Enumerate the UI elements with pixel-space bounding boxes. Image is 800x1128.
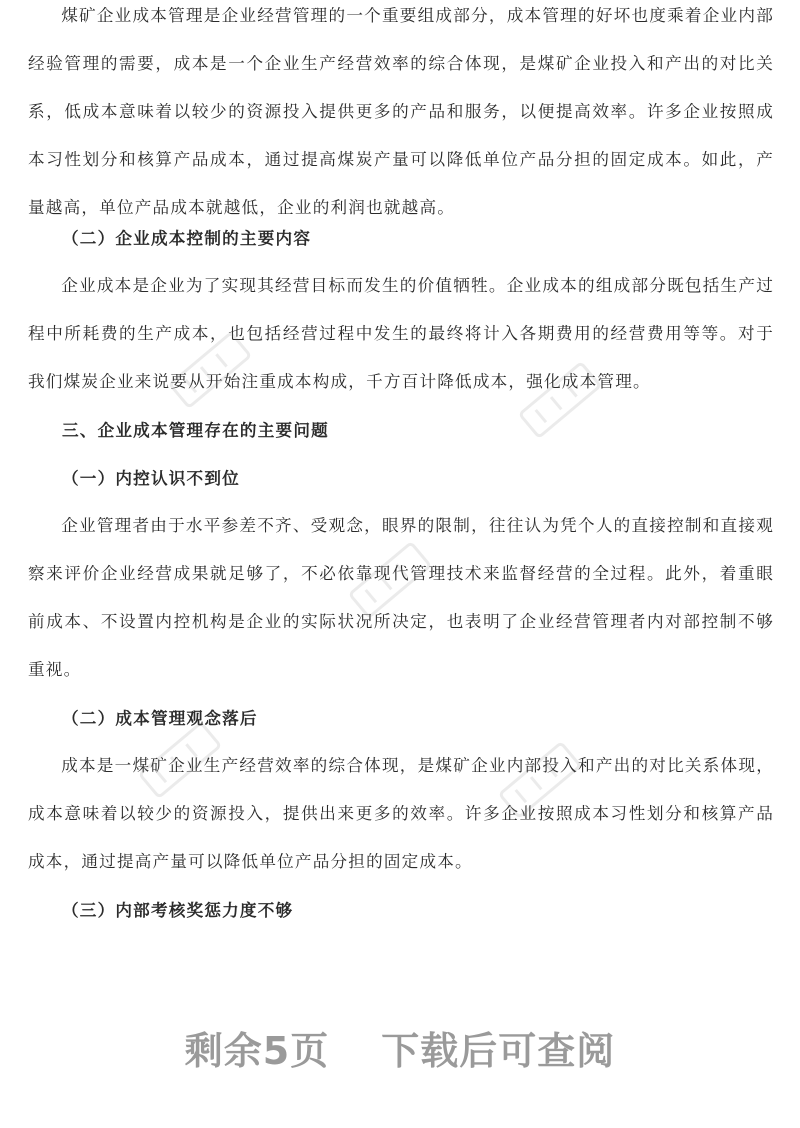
heading-cost-control-content: （二）企业成本控制的主要内容 <box>62 228 312 248</box>
heading-cost-concept: （二）成本管理观念落后 <box>62 708 258 728</box>
section-title-main-problems: 三、企业成本管理存在的主要问题 <box>62 420 329 440</box>
paragraph-internal-control: 企业管理者由于水平参差不齐、受观念，眼界的限制，往往认为凭个人的直接控制和直接观察来评价企业经营成果就足够了，不必依靠现代管理技术来监督经营的全过程。此外，着重眼前成本、不设置内控机构是企业的实际状况所决定，也表明了企业经营管理者内对部控制不够重视。 <box>28 516 774 679</box>
paragraph-cost-management: 煤矿企业成本管理是企业经营管理的一个重要组成部分，成本管理的好坏也度乘着企业内部经验管理的需要，成本是一个企业生产经营效率的综合体现，是煤矿企业投入和产出的对比关系，低成本意味着以较少的资源投入提供更多的产品和服务，以便提高效率。许多企业按照成本习性划分和核算产品成本，通过提高煤炭产量可以降低单位产品分担的固定成本。如此，产量越高，单位产品成本就越低，企业的利润也就越高。 <box>28 6 774 217</box>
paragraph-cost-control: 企业成本是企业为了实现其经营目标而发生的价值牺牲。企业成本的组成部分既包括生产过程中所耗费的生产成本，也包括经营过程中发生的最终将计入各期费用的经营费用等等。对于我们煤炭企业来说要从开始注重成本构成，千方百计降低成本，强化成本管理。 <box>28 276 774 391</box>
remaining-pages-label: 剩余5页 <box>184 1029 330 1073</box>
download-prompt[interactable] <box>0 1020 800 1084</box>
heading-internal-control: （一）内控认识不到位 <box>62 468 240 488</box>
download-to-view-label: 下载后可查阅 <box>381 1029 616 1073</box>
paragraph-cost-concept: 成本是一煤矿企业生产经营效率的综合体现，是煤矿企业内部投入和产出的对比关系体现，成本意味着以较少的资源投入，提供出来更多的效率。许多企业按照成本习性划分和核算产品成本，通过提高产量可以降低单位产品分担的固定成本。 <box>28 756 774 871</box>
heading-incentives: （三）内部考核奖惩力度不够 <box>62 900 294 920</box>
